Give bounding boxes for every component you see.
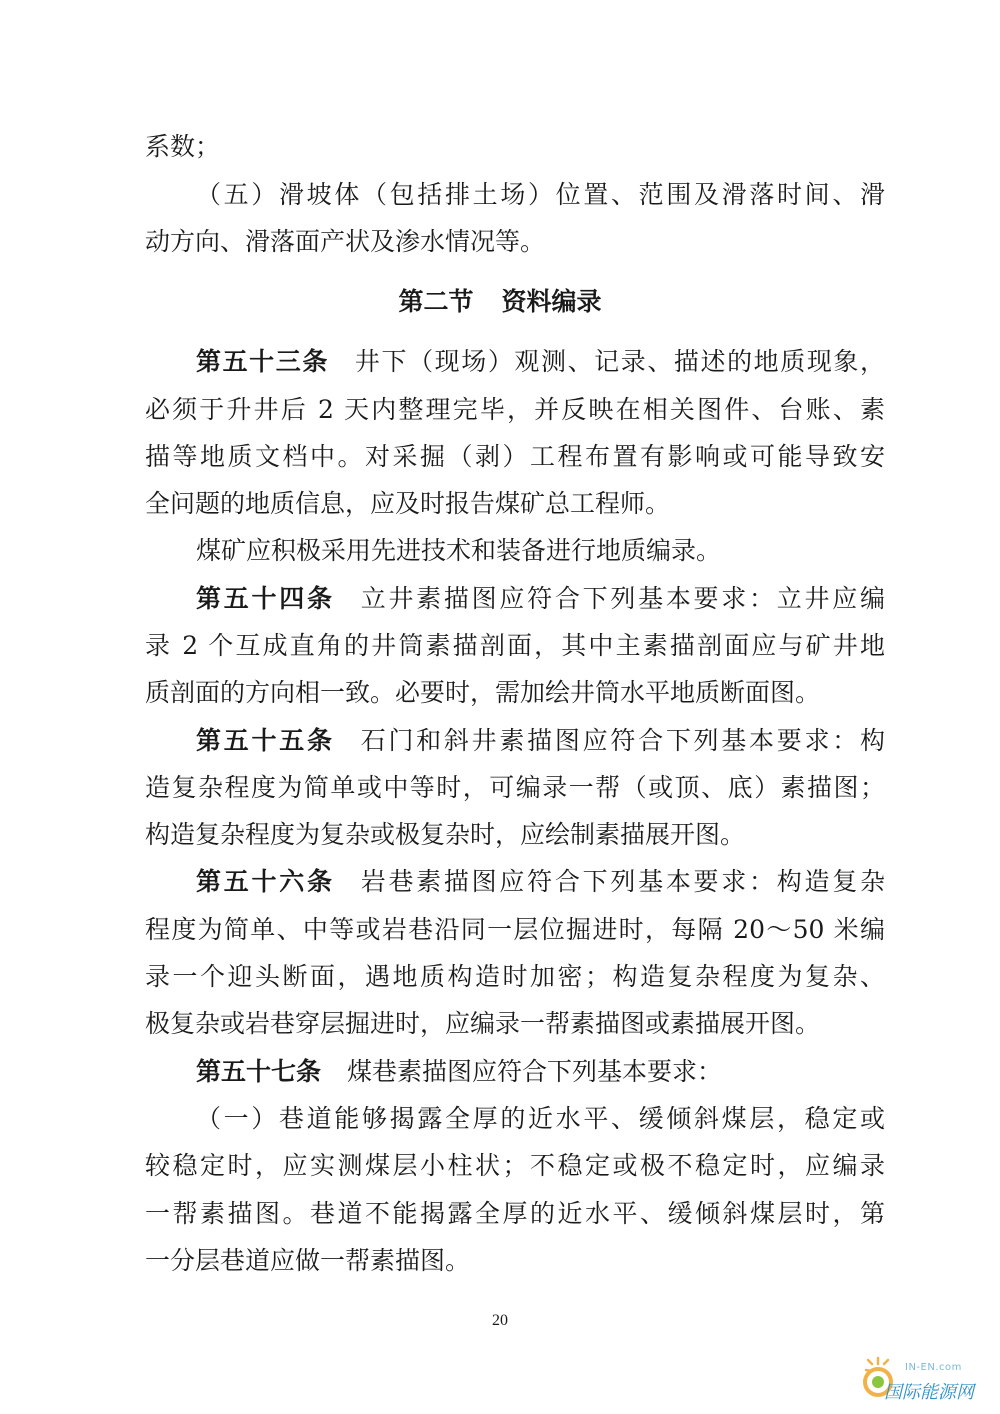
article-number: 第五十七条 bbox=[196, 1057, 322, 1086]
article-line bbox=[196, 1052, 885, 1092]
article-text: 井下（现场）观测、记录、描述的地质现象， bbox=[354, 347, 885, 376]
text-line: 必须于升井后 2 天内整理完毕，并反映在相关图件、台账、素 bbox=[145, 395, 885, 424]
text-line: 一分层巷道应做一帮素描图。 bbox=[145, 1246, 471, 1275]
article-text: 石门和斜井素描图应符合下列基本要求：构 bbox=[360, 726, 885, 755]
article-number: 第五十五条 bbox=[196, 726, 335, 755]
text-line: 煤矿应积极采用先进技术和装备进行地质编录。 bbox=[196, 536, 722, 565]
text-line: 一帮素描图。巷道不能揭露全厚的近水平、缓倾斜煤层时，第 bbox=[145, 1199, 885, 1228]
article-line bbox=[196, 862, 885, 902]
article-text: 煤巷素描图应符合下列基本要求： bbox=[347, 1057, 723, 1086]
text-line: 较稳定时，应实测煤层小柱状；不稳定或极不稳定时，应编录 bbox=[145, 1151, 885, 1180]
article-line bbox=[196, 721, 885, 761]
article-text: 岩巷素描图应符合下列基本要求：构造复杂 bbox=[360, 867, 885, 896]
article-number: 第五十三条 bbox=[196, 347, 329, 376]
text-line: 录 2 个互成直角的井筒素描剖面，其中主素描剖面应与矿井地 bbox=[145, 631, 885, 660]
text-line: （五）滑坡体（包括排土场）位置、范围及滑落时间、滑 bbox=[196, 180, 885, 209]
section-heading bbox=[0, 282, 1000, 322]
watermark-name: 国际能源网 bbox=[884, 1382, 974, 1403]
text-line: 构造复杂程度为复杂或极复杂时，应绘制素描展开图。 bbox=[145, 820, 746, 849]
text-line: 动方向、滑落面产状及渗水情况等。 bbox=[145, 227, 546, 256]
section-number: 第二节 bbox=[398, 287, 474, 316]
text-line: 全问题的地质信息，应及时报告煤矿总工程师。 bbox=[145, 489, 671, 518]
article-number: 第五十六条 bbox=[196, 867, 335, 896]
text-line: 程度为简单、中等或岩巷沿同一层位掘进时，每隔 20～50 米编 bbox=[145, 915, 885, 944]
text-line: 录一个迎头断面，遇地质构造时加密；构造复杂程度为复杂、 bbox=[145, 962, 885, 991]
text-line: （一）巷道能够揭露全厚的近水平、缓倾斜煤层，稳定或 bbox=[196, 1104, 885, 1133]
article-number: 第五十四条 bbox=[196, 584, 335, 613]
page-number: 20 bbox=[492, 1312, 508, 1329]
watermark-domain: IN-EN.com bbox=[905, 1362, 962, 1373]
text-line: 系数； bbox=[145, 132, 221, 161]
text-line: 质剖面的方向相一致。必要时，需加绘井筒水平地质断面图。 bbox=[145, 678, 821, 707]
text-line: 造复杂程度为简单或中等时，可编录一帮（或顶、底）素描图； bbox=[145, 773, 885, 802]
article-line bbox=[196, 579, 885, 619]
text-line: 描等地质文档中。对采掘（剥）工程布置有影响或可能导致安 bbox=[145, 442, 885, 471]
article-line bbox=[196, 342, 885, 382]
section-title: 资料编录 bbox=[501, 287, 602, 316]
article-text: 立井素描图应符合下列基本要求：立井应编 bbox=[360, 584, 885, 613]
text-line: 极复杂或岩巷穿层掘进时，应编录一帮素描图或素描展开图。 bbox=[145, 1009, 821, 1038]
